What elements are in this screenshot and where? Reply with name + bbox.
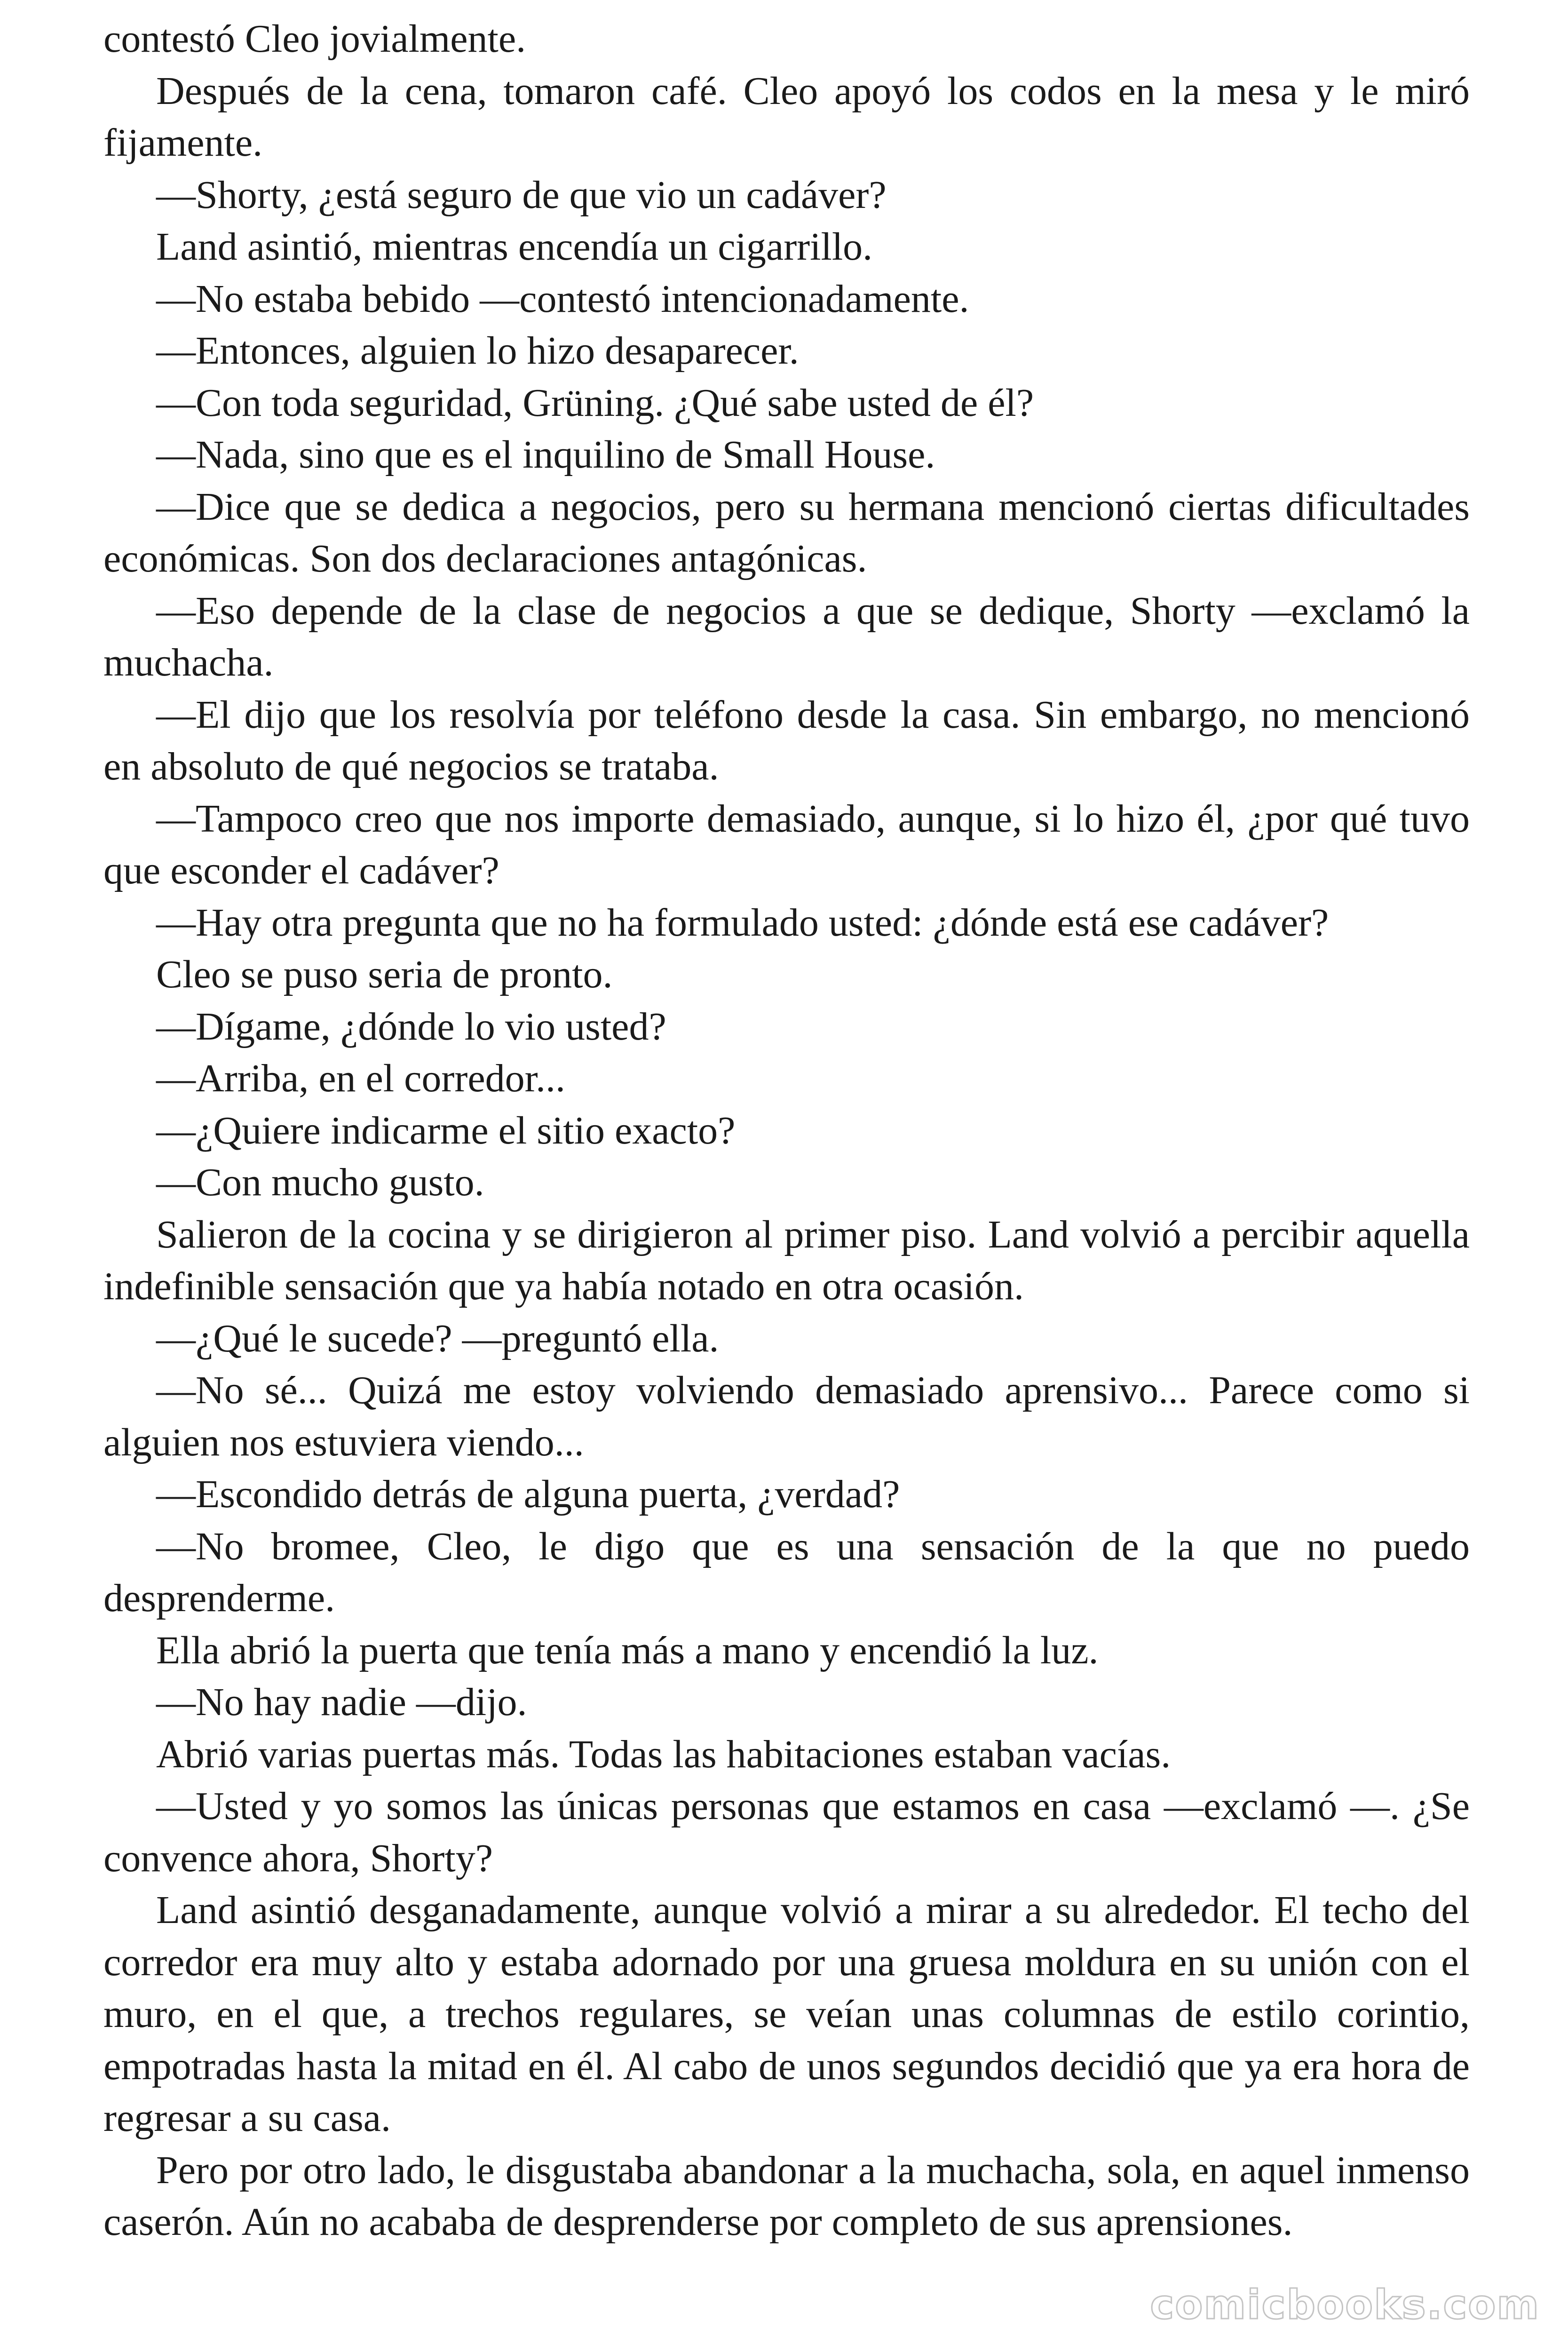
watermark: comicbooks.com bbox=[1150, 2281, 1540, 2328]
paragraph: —Entonces, alguien lo hizo desaparecer. bbox=[156, 329, 799, 373]
paragraph: —Escondido detrás de alguna puerta, ¿verdad? bbox=[156, 1472, 900, 1516]
paragraph: —Eso depende de la clase de negocios a que se dedique, Shorty —exclamó la muchacha. bbox=[103, 588, 1470, 684]
paragraph: —Tampoco creo que nos importe demasiado, aunque, si lo hizo él, ¿por qué tuvo que esconder el cadáver? bbox=[103, 796, 1470, 892]
paragraph: —Shorty, ¿está seguro de que vio un cadáver? bbox=[156, 173, 887, 217]
paragraph: —No sé... Quizá me estoy volviendo demasiado aprensivo... Parece como si alguien nos estuviera viendo... bbox=[103, 1368, 1470, 1464]
paragraph: Land asintió desganadamente, aunque volvió a mirar a su alrededor. El techo del corredor era muy alto y estaba adornado por una gruesa moldura en su unión con el muro, en el que, a trechos regulares, se veían unas columnas de estilo corintio, empotradas hasta la mitad en él. Al cabo de unos segundos decidió que ya era hora de regresar a su casa. bbox=[103, 1888, 1470, 2140]
paragraph: —No hay nadie —dijo. bbox=[156, 1680, 527, 1724]
paragraph: contestó Cleo jovialmente. bbox=[103, 17, 526, 61]
paragraph: Ella abrió la puerta que tenía más a mano y encendió la luz. bbox=[156, 1628, 1099, 1672]
paragraph: —El dijo que los resolvía por teléfono desde la casa. Sin embargo, no mencionó en absoluto de qué negocios se trataba. bbox=[103, 692, 1470, 788]
paragraph: Cleo se puso seria de pronto. bbox=[156, 953, 613, 996]
paragraph: —Usted y yo somos las únicas personas que estamos en casa —exclamó —. ¿Se convence ahora, Shorty? bbox=[103, 1784, 1470, 1880]
paragraph: —Nada, sino que es el inquilino de Small House. bbox=[156, 433, 935, 477]
paragraph: —Con toda seguridad, Grüning. ¿Qué sabe usted de él? bbox=[156, 381, 1034, 425]
paragraph: Salieron de la cocina y se dirigieron al primer piso. Land volvió a percibir aquella indefinible sensación que ya había notado en otra ocasión. bbox=[103, 1212, 1470, 1308]
paragraph: Pero por otro lado, le disgustaba abandonar a la muchacha, sola, en aquel inmenso caserón. Aún no acababa de desprenderse por completo de sus aprensiones. bbox=[103, 2148, 1470, 2244]
paragraph: —¿Qué le sucede? —preguntó ella. bbox=[156, 1316, 719, 1360]
paragraph: Después de la cena, tomaron café. Cleo apoyó los codos en la mesa y le miró fijamente. bbox=[103, 69, 1470, 165]
paragraph: —No bromee, Cleo, le digo que es una sensación de la que no puedo desprenderme. bbox=[103, 1524, 1470, 1620]
paragraph: Land asintió, mientras encendía un cigarrillo. bbox=[156, 225, 873, 269]
paragraph: —Con mucho gusto. bbox=[156, 1160, 484, 1204]
paragraph: Abrió varias puertas más. Todas las habitaciones estaban vacías. bbox=[156, 1732, 1171, 1776]
paragraph: —No estaba bebido —contestó intencionadamente. bbox=[156, 277, 969, 321]
paragraph: —Arriba, en el corredor... bbox=[156, 1057, 565, 1100]
paragraph: —¿Quiere indicarme el sitio exacto? bbox=[156, 1108, 736, 1152]
body-text bbox=[103, 13, 1470, 2249]
paragraph: —Dice que se dedica a negocios, pero su hermana mencionó ciertas dificultades económicas. Son dos declaraciones antagónicas. bbox=[103, 485, 1470, 580]
paragraph: —Dígame, ¿dónde lo vio usted? bbox=[156, 1004, 666, 1049]
paragraph: —Hay otra pregunta que no ha formulado usted: ¿dónde está ese cadáver? bbox=[156, 900, 1329, 945]
